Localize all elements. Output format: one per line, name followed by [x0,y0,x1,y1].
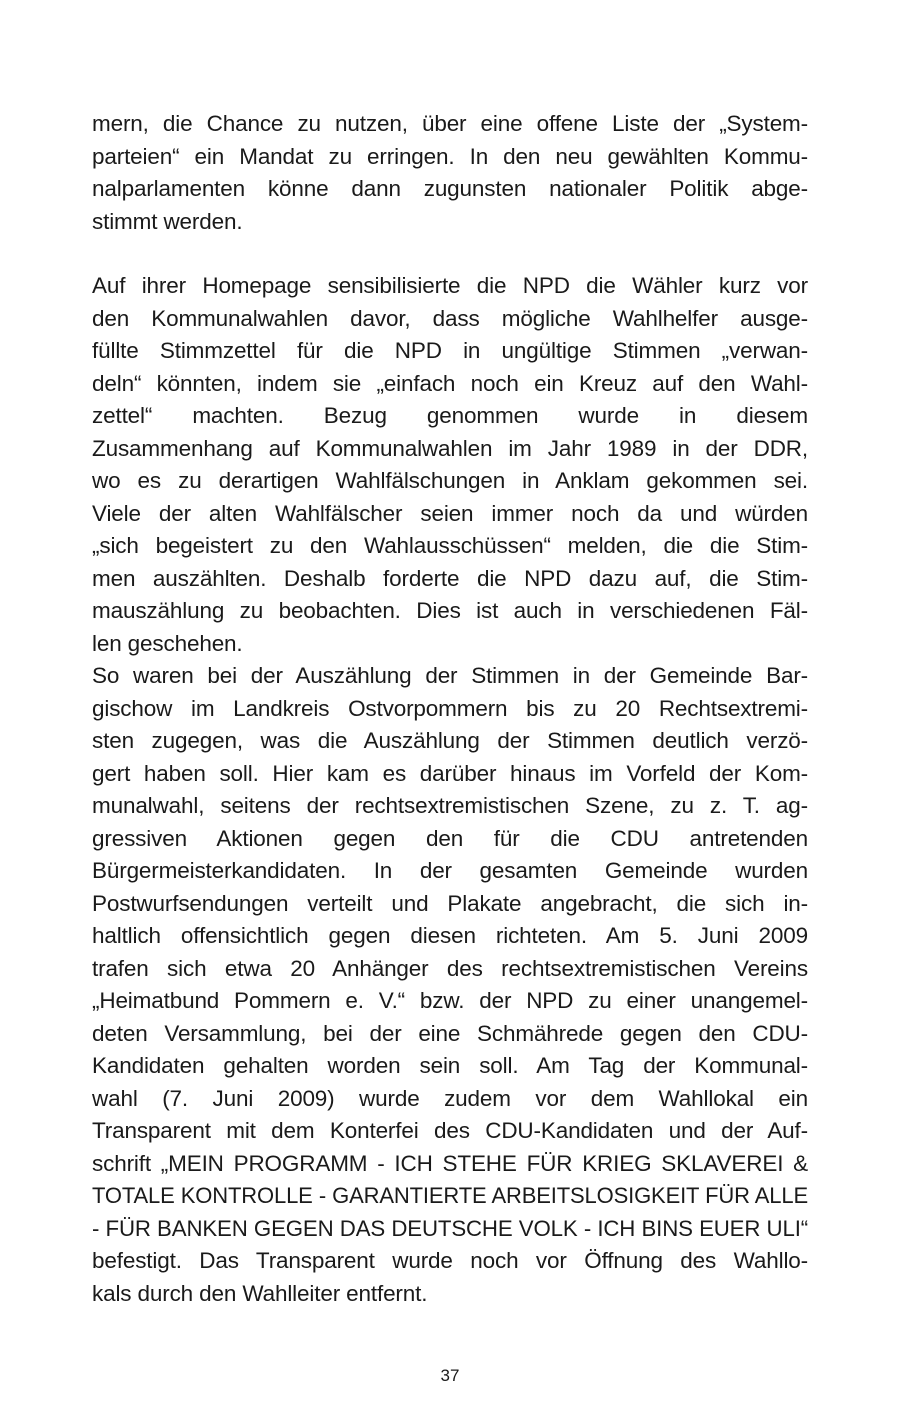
text-line: So waren bei der Auszählung der Stimmen in der Gemeinde Bar- [92,663,808,688]
text-line: befestigt. Das Transparent wurde noch vor Öffnung des Wahllo- [92,1248,808,1273]
paragraph-2 [92,270,808,660]
text-line: deln“ könnten, indem sie „einfach noch ein Kreuz auf den Wahl- [92,370,808,396]
paragraph-3 [92,660,808,1310]
text-line: nalparlamenten könne dann zugunsten nationaler Politik abge- [92,176,808,201]
text-line: den Kommunalwahlen davor, dass mögliche Wahlhelfer ausge- [92,305,808,331]
text-line: mauszählung zu beobachten. Dies ist auch in verschiedenen Fäl- [92,598,808,623]
text-line: füllte Stimmzettel für die NPD in ungültige Stimmen „verwan- [92,338,808,363]
page-number: 37 [440,1366,460,1385]
text-line: gressiven Aktionen gegen den für die CDU antretenden [92,825,808,851]
text-line: Bürgermeisterkandidaten. In der gesamten Gemeinde wurden [92,858,808,883]
page-body [92,108,808,1310]
text-line: mern, die Chance zu nutzen, über eine offene Liste der „System- [92,111,808,136]
text-line: „sich begeistert zu den Wahlausschüssen“ melden, die die Stim- [92,533,808,558]
paragraph-spacer [92,238,808,270]
text-line: schrift „MEIN PROGRAMM - ICH STEHE FÜR KRIEG SKLAVEREI & [92,1150,808,1176]
text-line: gert haben soll. Hier kam es darüber hinaus im Vorfeld der Kom- [92,760,808,786]
text-line: kals durch den Wahlleiter entfernt. [92,1280,428,1306]
text-line: - FÜR BANKEN GEGEN DAS DEUTSCHE VOLK - ICH BINS EUER ULI“ [92,1215,808,1241]
text-line: munalwahl, seitens der rechtsextremistischen Szene, zu z. T. ag- [92,793,808,818]
text-line: Viele der alten Wahlfälscher seien immer noch da und würden [92,500,808,526]
text-line: TOTALE KONTROLLE - GARANTIERTE ARBEITSLOSIGKEIT FÜR ALLE [92,1183,808,1208]
text-line: zettel“ machten. Bezug genommen wurde in diesem [92,403,808,428]
paragraph-1 [92,108,808,238]
text-line: Auf ihrer Homepage sensibilisierte die NPD die Wähler kurz vor [92,273,808,298]
text-line: stimmt werden. [92,208,243,234]
text-line: Zusammenhang auf Kommunalwahlen im Jahr 1989 in der DDR, [92,435,808,461]
text-line: trafen sich etwa 20 Anhänger des rechtsextremistischen Vereins [92,955,808,981]
text-line: „Heimatbund Pommern e. V.“ bzw. der NPD zu einer unangemel- [92,988,808,1013]
text-line: Postwurfsendungen verteilt und Plakate angebracht, die sich in- [92,890,808,916]
text-line: men auszählten. Deshalb forderte die NPD dazu auf, die Stim- [92,565,808,591]
text-line: len geschehen. [92,630,243,656]
text-line: haltlich offensichtlich gegen diesen richteten. Am 5. Juni 2009 [92,923,808,948]
text-line: parteien“ ein Mandat zu erringen. In den neu gewählten Kommu- [92,143,808,169]
text-line: deten Versammlung, bei der eine Schmährede gegen den CDU- [92,1020,808,1046]
text-line: wahl (7. Juni 2009) wurde zudem vor dem Wahllokal ein [92,1085,808,1111]
text-line: sten zugegen, was die Auszählung der Stimmen deutlich verzö- [92,728,808,753]
text-line: wo es zu derartigen Wahlfälschungen in Anklam gekommen sei. [92,468,808,493]
text-line: gischow im Landkreis Ostvorpommern bis zu 20 Rechtsextremi- [92,695,808,721]
text-line: Transparent mit dem Konterfei des CDU-Kandidaten und der Auf- [92,1118,808,1143]
text-line: Kandidaten gehalten worden sein soll. Am Tag der Kommunal- [92,1053,808,1078]
